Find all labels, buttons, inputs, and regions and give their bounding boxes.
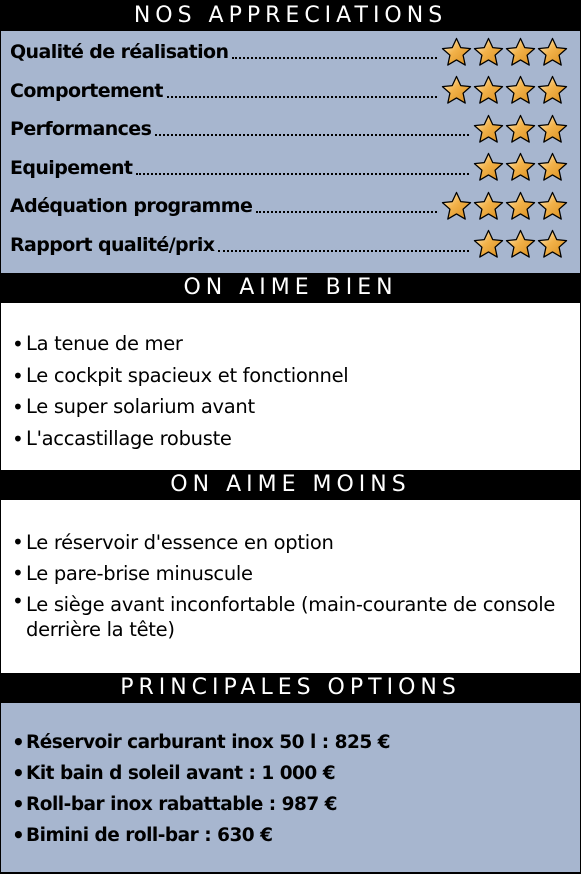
appreciations-header: NOS APPRECIATIONS (1, 1, 580, 31)
star-rating (441, 75, 568, 106)
star-icon (537, 37, 568, 68)
star-icon (505, 191, 536, 222)
bullet-icon: • (12, 792, 25, 816)
star-icon (473, 75, 504, 106)
bullet-icon: • (12, 761, 25, 785)
list-item: • Roll-bar inox rabattable : 987 € (1, 789, 580, 820)
rating-label: Comportement (10, 79, 163, 102)
rating-label: Equipement (10, 156, 133, 179)
star-rating (473, 152, 568, 183)
bullet-icon: • (12, 426, 24, 451)
star-icon (505, 229, 536, 260)
star-rating (441, 37, 568, 68)
list-item: • Bimini de roll-bar : 630 € (1, 820, 580, 851)
dot-leader (136, 173, 469, 175)
rating-label: Adéquation programme (10, 195, 253, 218)
dot-leader (232, 57, 437, 59)
rating-row (1, 187, 580, 226)
list-item: • Le super solarium avant (1, 392, 580, 424)
bullet-icon: • (12, 363, 24, 388)
star-icon (505, 37, 536, 68)
list-item: • La tenue de mer (1, 329, 580, 361)
list-item: • Kit bain d soleil avant : 1 000 € (1, 758, 580, 789)
dot-leader (218, 250, 469, 252)
star-icon (537, 114, 568, 145)
rating-row (1, 110, 580, 149)
star-rating (441, 191, 568, 222)
options-section (1, 703, 580, 872)
star-icon (537, 75, 568, 106)
bullet-icon: • (12, 530, 24, 554)
rating-label: Qualité de réalisation (10, 41, 229, 64)
list-item: • Le siège avant inconfortable (main-courante de console derrière la tête) (12, 589, 556, 641)
bullet-icon: • (12, 395, 24, 419)
star-icon (537, 229, 568, 260)
aime-bien-section (1, 303, 580, 470)
list-item: • L'accastillage robuste (1, 424, 580, 456)
dot-leader (155, 134, 469, 136)
bullet-icon: • (12, 823, 25, 847)
list-item: • Le cockpit spacieux et fonctionnel (1, 361, 580, 393)
star-icon (537, 152, 568, 183)
star-icon (473, 114, 504, 145)
rating-label: Rapport qualité/prix (10, 233, 215, 256)
star-icon (505, 75, 536, 106)
star-icon (441, 191, 472, 222)
bullet-icon: • (12, 561, 24, 585)
dot-leader (167, 96, 437, 98)
star-icon (473, 191, 504, 222)
list-item: • Réservoir carburant inox 50 l : 825 € (1, 727, 580, 758)
rating-row (1, 33, 580, 72)
star-icon (473, 37, 504, 68)
rating-label: Performances (10, 118, 152, 141)
list-item: • Le réservoir d'essence en option (1, 527, 580, 558)
rating-row (1, 149, 580, 188)
list-item: • Le pare-brise minuscule (1, 558, 580, 589)
star-icon (505, 152, 536, 183)
star-icon (537, 191, 568, 222)
star-icon (505, 114, 536, 145)
star-icon (441, 37, 472, 68)
star-icon (473, 229, 504, 260)
aime-moins-header: ON AIME MOINS (1, 470, 580, 500)
star-icon (473, 152, 504, 183)
rating-row (1, 226, 580, 265)
star-rating (473, 229, 568, 260)
bullet-icon: • (12, 730, 25, 754)
dot-leader (256, 211, 437, 213)
rating-row (1, 72, 580, 111)
options-header: PRINCIPALES OPTIONS (1, 673, 580, 703)
star-icon (441, 75, 472, 106)
bullet-icon: • (12, 589, 24, 613)
aime-moins-section (1, 500, 580, 673)
bullet-icon: • (12, 332, 24, 356)
star-rating (473, 114, 568, 145)
aime-bien-header: ON AIME BIEN (1, 273, 580, 303)
ratings-section (1, 31, 580, 273)
